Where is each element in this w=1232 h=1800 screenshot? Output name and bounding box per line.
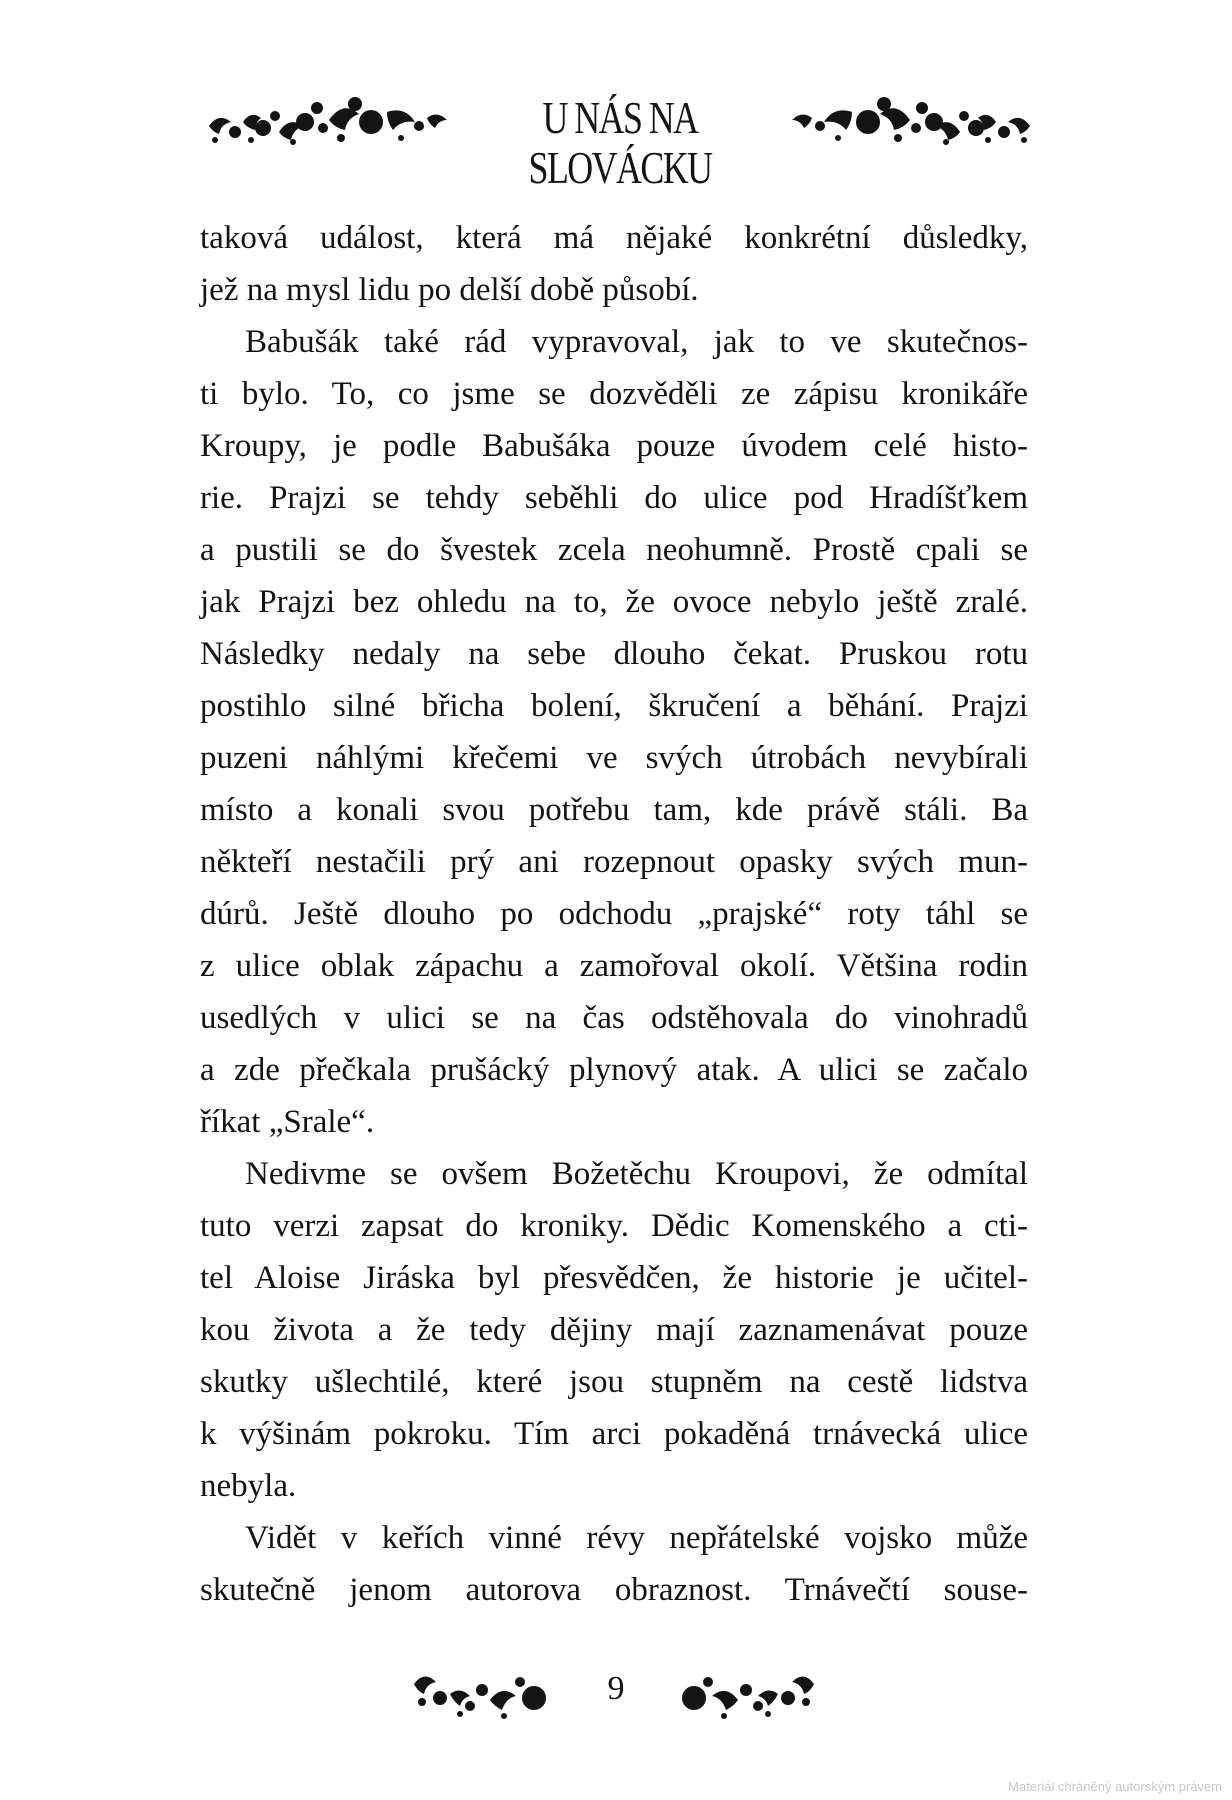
text-line: říkat „Srale“. [200,1104,375,1140]
text-line: Nedivme se ovšem Božetěchu Kroupovi, že odmítal [245,1156,1028,1192]
running-header-title: U NÁS NA SLOVÁCKU [528,92,712,193]
text-line: kou života a že tedy dějiny mají zaznamenávat pouze [200,1312,1028,1348]
paragraph [200,316,1028,1148]
body-text [200,212,1028,1616]
text-line: skutečně jenom autorova obraznost. Trnávečtí souse- [200,1572,1028,1608]
text-line: jež na mysl lidu po delší době působí. [200,272,699,308]
text-line: tel Aloise Jiráska byl přesvědčen, že historie je učitel- [200,1260,1028,1296]
text-line: místo a konali svou potřebu tam, kde právě stáli. Ba [200,792,1028,828]
paragraph [200,1512,1028,1616]
text-line: dúrů. Ještě dlouho po odchodu „prajské“ roty táhl se [200,896,1028,932]
floral-ornament-icon [788,82,1034,154]
text-line: usedlých v ulici se na čas odstěhovala do vinohradů [200,1000,1028,1036]
text-line: a pustili se do švestek zcela neohumně. Prostě cpali se [200,532,1028,568]
text-line: a zde přečkala prušácký plynový atak. A ulici se začalo [200,1052,1028,1088]
text-line: ti bylo. To, co jsme se dozvěděli ze zápisu kronikáře [200,376,1028,412]
page-number: 9 [607,1670,625,1707]
text-line: jak Prajzi bez ohledu na to, že ovoce nebylo ještě zralé. [200,584,1028,620]
floral-ornament-icon [205,82,451,154]
text-line: k výšinám pokroku. Tím arci pokaděná trnávecká ulice [200,1416,1028,1452]
page-footer [0,1650,1232,1730]
text-line: nebyla. [200,1468,297,1504]
text-line: Vidět v keřích vinné révy nepřátelské vojsko může [245,1520,1028,1556]
running-header [0,78,1232,193]
text-line: Kroupy, je podle Babušáka pouze úvodem celé histo- [200,428,1028,464]
text-line: Následky nedaly na sebe dlouho čekat. Pruskou rotu [200,636,1028,672]
floral-ornament-icon [410,1654,558,1726]
text-line: někteří nestačili prý ani rozepnout opasky svých mun- [200,844,1028,880]
text-line: postihlo silné břicha bolení, škručení a běhání. Prajzi [200,688,1028,724]
copyright-watermark: Materiál chráněný autorským právem [1008,1779,1222,1794]
text-line: taková událost, která má nějaké konkrétní důsledky, [200,220,1028,256]
text-line: puzeni náhlými křečemi ve svých útrobách nevybírali [200,740,1028,776]
paragraph [200,1148,1028,1512]
text-line: z ulice oblak zápachu a zamořoval okolí. Většina rodin [200,948,1028,984]
text-line: skutky ušlechtilé, které jsou stupněm na cestě lidstva [200,1364,1028,1400]
text-line: Babušák také rád vypravoval, jak to ve skutečnos- [245,324,1028,360]
paragraph [200,212,1028,316]
text-line: rie. Prajzi se tehdy seběhli do ulice pod Hradíšťkem [200,480,1028,516]
text-line: tuto verzi zapsat do kroniky. Dědic Komenského a cti- [200,1208,1028,1244]
floral-ornament-icon [670,1654,818,1726]
